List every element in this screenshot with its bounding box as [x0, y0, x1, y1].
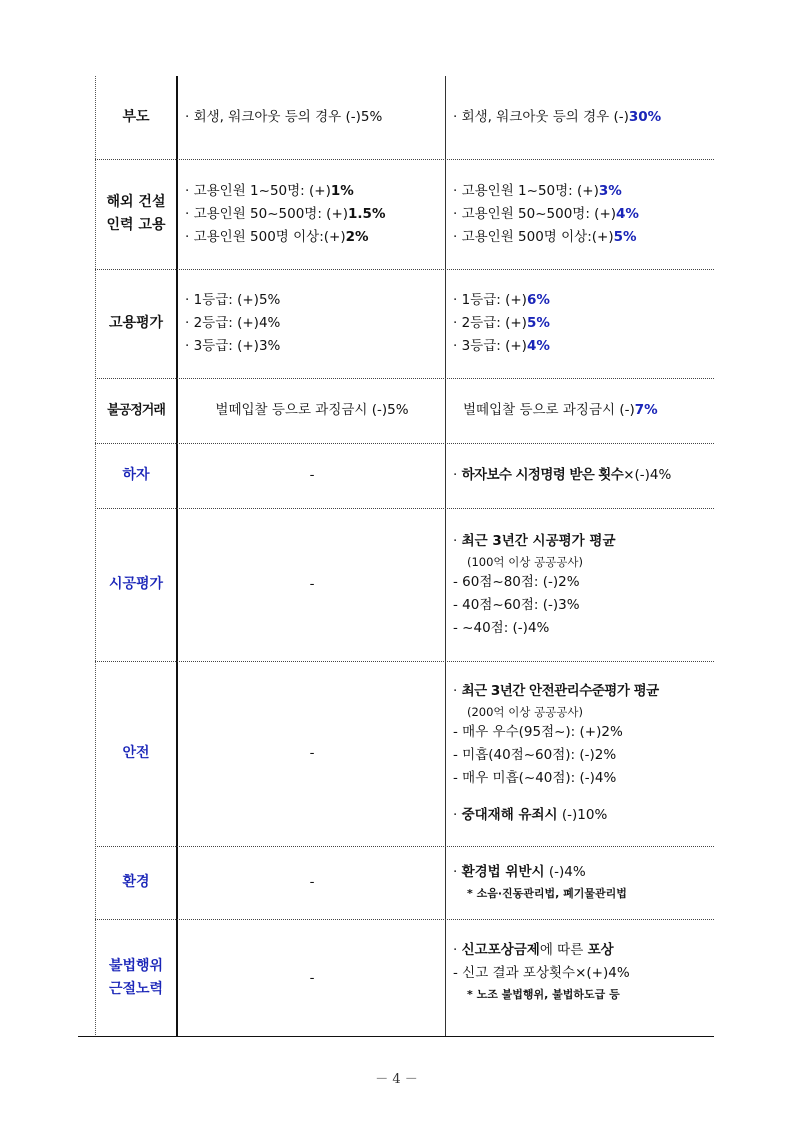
- revised-line: [453, 203, 714, 226]
- current-line: [185, 180, 445, 203]
- spacer: [453, 790, 714, 804]
- line-rest: (-)10%: [557, 807, 608, 823]
- current-line: 벌떼입찰 등으로 과징금시 (-)5%: [215, 402, 409, 418]
- bullet: ·: [453, 532, 462, 549]
- revised-line: [453, 289, 714, 312]
- label-line: 해외 건설: [106, 194, 166, 210]
- bold-text: 하자보수 시정명령 받은 횟수: [461, 467, 624, 483]
- current-line: -: [309, 467, 315, 483]
- highlight-value: 1%: [330, 182, 354, 199]
- revised-line: - 매우 미흡(~40점): (-)4%: [453, 770, 617, 786]
- row-label-text: 불공정거래: [107, 403, 165, 418]
- revised-cell: [447, 443, 714, 508]
- revised-line: - ~40점: (-)4%: [453, 619, 550, 636]
- table-bottom-rule: [78, 1036, 714, 1037]
- line-prefix: 벌떼입찰 등으로 과징금시 (-): [463, 402, 635, 418]
- revised-cell: [447, 76, 714, 159]
- current-cell: [179, 661, 445, 846]
- bold-text: 최근 3년간 시공평가 평균: [461, 532, 616, 549]
- bullet: ·: [453, 864, 462, 880]
- row-label-text: 고용평가: [108, 315, 164, 331]
- row-label-text: [109, 955, 163, 1001]
- highlight-value: 4%: [616, 205, 639, 222]
- comparison-table: [95, 76, 714, 1037]
- label-line: 근절노력: [108, 981, 164, 997]
- current-line: · 3등급: (+)3%: [185, 338, 281, 354]
- line-prefix: · 고용인원 1~50명: (+): [185, 182, 331, 199]
- current-cell: [179, 378, 445, 443]
- label-line: 불법행위: [108, 958, 164, 974]
- revised-line: [453, 861, 714, 884]
- current-line: -: [309, 874, 315, 890]
- row-label: [96, 443, 176, 508]
- current-line: · 1등급: (+)5%: [185, 292, 281, 308]
- revised-line: [453, 312, 714, 335]
- highlight-value: 5%: [613, 228, 637, 245]
- row-label: [96, 846, 176, 919]
- row-label-text: 안전: [122, 745, 150, 761]
- current-line: -: [309, 969, 315, 986]
- current-line: · 2등급: (+)4%: [185, 315, 281, 331]
- current-line: [185, 203, 445, 226]
- current-line: -: [309, 576, 315, 592]
- revised-line: - 매우 우수(95점~): (+)2%: [453, 724, 623, 740]
- revised-line: - 40점~60점: (-)3%: [453, 596, 580, 613]
- table-row: [95, 508, 714, 661]
- line-prefix: · 고용인원 1~50명: (+): [453, 182, 599, 199]
- highlight-value: 7%: [634, 402, 658, 418]
- bold-text: 신고포상금제: [461, 942, 540, 958]
- table-row: [95, 269, 714, 378]
- table-row: [95, 661, 714, 846]
- table-row: [95, 378, 714, 443]
- line-prefix: · 고용인원 500명 이상:(+): [185, 228, 346, 245]
- revised-line: - 미흡(40점~60점): (-)2%: [453, 747, 617, 763]
- row-label-text: 부도: [122, 109, 150, 125]
- line-rest: ×(-)4%: [623, 467, 672, 483]
- table-row: [95, 919, 714, 1037]
- current-cell: [179, 159, 445, 269]
- bullet: ·: [453, 942, 462, 958]
- line-prefix: · 회생, 워크아웃 등의 경우 (-): [453, 109, 629, 125]
- highlight-value: 30%: [628, 109, 662, 125]
- row-label-text: 시공평가: [108, 576, 164, 592]
- row-label: [96, 919, 176, 1037]
- current-line: [185, 226, 445, 249]
- current-cell: [179, 919, 445, 1037]
- line-prefix: · 고용인원 500명 이상:(+): [453, 228, 614, 245]
- line-prefix: · 1등급: (+): [453, 292, 527, 308]
- bold-text: 최근 3년간 안전관리수준평가 평균: [461, 683, 659, 699]
- bold-text: 포상: [587, 942, 614, 958]
- bullet: ·: [453, 807, 462, 823]
- revised-cell: [447, 269, 714, 378]
- line-mid: 에 따른: [539, 942, 588, 958]
- line-prefix: · 3등급: (+): [453, 338, 527, 354]
- row-label: [96, 159, 176, 269]
- revised-line: [453, 180, 714, 203]
- row-label: [96, 661, 176, 846]
- highlight-value: 2%: [345, 228, 369, 245]
- revised-line: - 신고 결과 포상횟수×(+)4%: [453, 965, 630, 981]
- row-label-text: 하자: [122, 467, 150, 483]
- revised-cell: [447, 508, 714, 661]
- revised-line: [453, 399, 714, 422]
- revised-heading: [453, 530, 714, 553]
- revised-cell: [447, 919, 714, 1037]
- revised-line: [453, 464, 714, 487]
- table-row: [95, 443, 714, 508]
- row-label-text: 환경: [122, 874, 150, 890]
- revised-line: [453, 106, 714, 129]
- table-row: [95, 159, 714, 269]
- line-prefix: · 2등급: (+): [453, 315, 527, 331]
- revised-note: * 노조 불법행위, 불법하도급 등: [467, 988, 620, 1001]
- row-label: [96, 269, 176, 378]
- revised-heading: [453, 680, 714, 703]
- revised-cell: [447, 846, 714, 919]
- current-cell: [179, 846, 445, 919]
- bold-text: 환경법 위반시: [461, 864, 545, 880]
- line-prefix: · 고용인원 50~500명: (+): [453, 205, 617, 222]
- current-cell: [179, 508, 445, 661]
- row-label: [96, 508, 176, 661]
- current-line: · 회생, 워크아웃 등의 경우 (-)5%: [185, 109, 383, 125]
- label-line: 인력 고용: [106, 217, 166, 233]
- bullet: ·: [453, 467, 462, 483]
- revised-cell: [447, 661, 714, 846]
- current-cell: [179, 269, 445, 378]
- revised-line: [453, 939, 714, 962]
- highlight-value: 6%: [526, 292, 550, 308]
- highlight-value: 1.5%: [348, 205, 386, 222]
- line-rest: (-)4%: [544, 864, 586, 880]
- bullet: ·: [453, 683, 462, 699]
- page-number: － 4 －: [375, 1072, 418, 1087]
- revised-note: * 소음·진동관리법, 폐기물관리법: [467, 887, 627, 900]
- highlight-value: 4%: [526, 338, 550, 354]
- bold-text: 중대재해 유죄시: [461, 807, 558, 823]
- revised-line: [453, 226, 714, 249]
- revised-line: [453, 335, 714, 358]
- row-label-text: [107, 191, 166, 237]
- revised-cell: [447, 159, 714, 269]
- row-label: [96, 378, 176, 443]
- revised-line: - 60점~80점: (-)2%: [453, 573, 580, 590]
- current-line: -: [309, 745, 315, 761]
- revised-line: [453, 804, 714, 827]
- current-cell: [179, 443, 445, 508]
- table-row: [95, 846, 714, 919]
- table-row: [95, 76, 714, 159]
- highlight-value: 3%: [598, 182, 622, 199]
- highlight-value: 5%: [526, 315, 550, 331]
- revised-subnote: (200억 이상 공공공사): [467, 705, 583, 719]
- revised-subnote: (100억 이상 공공공사): [467, 554, 583, 569]
- row-label: [96, 76, 176, 159]
- current-cell: [179, 76, 445, 159]
- revised-cell: [447, 378, 714, 443]
- line-prefix: · 고용인원 50~500명: (+): [185, 205, 349, 222]
